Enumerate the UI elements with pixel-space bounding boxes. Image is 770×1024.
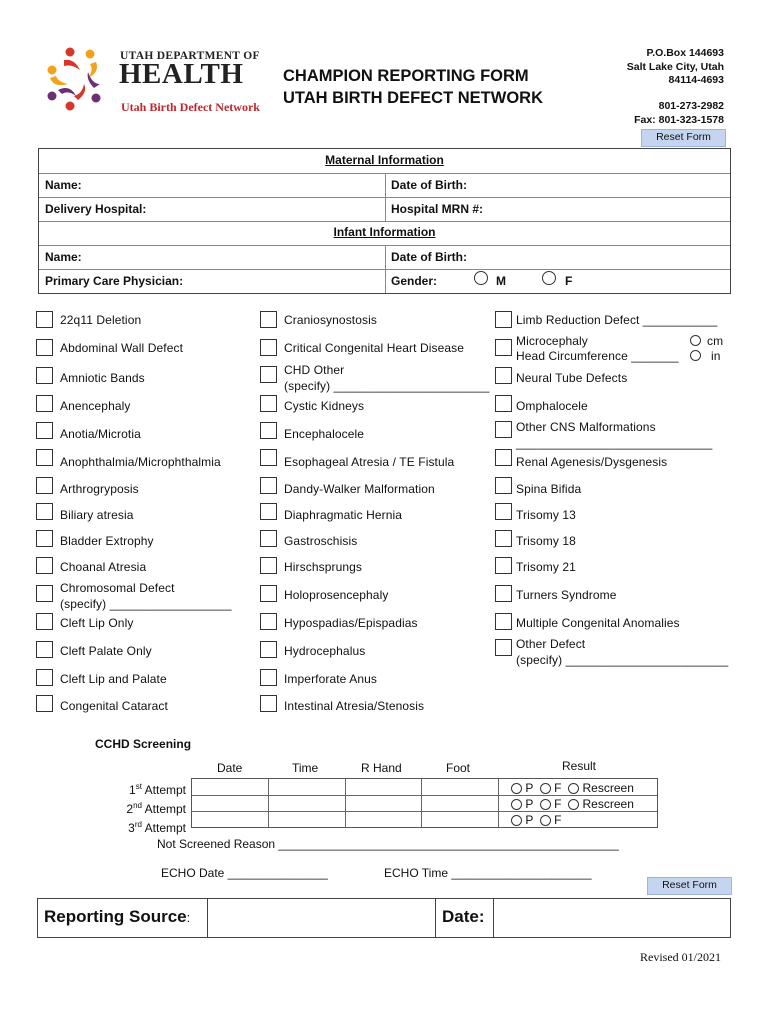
result-row-1: [511, 780, 634, 796]
label-cleft-palate-only: Cleft Palate Only: [60, 644, 152, 658]
checkbox-trisomy-18[interactable]: [495, 530, 512, 547]
attempt-labels: [120, 779, 186, 836]
label-hirschsprungs: Hirschsprungs: [284, 560, 362, 574]
logo-figures-icon: [44, 44, 116, 114]
cchd-heading: CCHD Screening: [95, 737, 192, 751]
gender-female-radio[interactable]: [542, 271, 556, 285]
infant-heading: Infant Information: [333, 225, 436, 239]
checkbox-omphalocele[interactable]: [495, 395, 512, 412]
maternal-heading: Maternal Information: [325, 153, 444, 167]
rescreen-label: Rescreen: [582, 781, 634, 795]
checkbox-cchd[interactable]: [260, 339, 277, 356]
label-other-cns: Other CNS Malformations: [516, 420, 656, 434]
label-trisomy-18: Trisomy 18: [516, 534, 576, 548]
label-abdominal-wall-defect: Abdominal Wall Defect: [60, 341, 184, 355]
label-craniosynostosis: Craniosynostosis: [284, 313, 377, 327]
label-renal-agenesis: Renal Agenesis/Dysgenesis: [516, 455, 668, 469]
label-trisomy-13: Trisomy 13: [516, 508, 576, 522]
contact-numbers: [634, 100, 724, 127]
label-bladder-extrophy: Bladder Extrophy: [60, 534, 154, 548]
cell-date-1[interactable]: [192, 779, 267, 795]
result-f-label: F: [554, 813, 562, 827]
label-encephalocele: Encephalocele: [284, 427, 365, 441]
label-anotia-microtia: Anotia/Microtia: [60, 427, 141, 441]
label-holoprosencephaly: Holoprosencephaly: [284, 588, 389, 602]
cell-time-1[interactable]: [270, 779, 344, 795]
checkbox-intestinal-atresia[interactable]: [260, 695, 277, 712]
maternal-name-label: Name:: [45, 178, 82, 192]
result-3-pass-radio[interactable]: [511, 815, 522, 826]
label-head-circumference: Head Circumference _______: [516, 349, 679, 363]
gender-female-label: F: [565, 274, 573, 288]
checkbox-cleft-lip-palate[interactable]: [36, 669, 53, 686]
echo-date: ECHO Date _______________: [161, 866, 328, 880]
hospital-mrn-label: Hospital MRN #:: [391, 202, 484, 216]
result-p-label: P: [525, 797, 534, 811]
checkbox-other-defect[interactable]: [495, 639, 512, 656]
unit-in-label: in: [711, 349, 721, 363]
result-p-label: P: [525, 781, 534, 795]
checkbox-anotia-microtia[interactable]: [36, 422, 53, 439]
checkbox-encephalocele[interactable]: [260, 422, 277, 439]
checkbox-congenital-cataract[interactable]: [36, 695, 53, 712]
label-biliary-atresia: Biliary atresia: [60, 508, 134, 522]
report-date-field[interactable]: [496, 901, 728, 935]
reporting-source-field[interactable]: [209, 901, 433, 935]
address-line: P.O.Box 144693: [646, 47, 724, 59]
label-dandy-walker: Dandy-Walker Malformation: [284, 482, 435, 496]
health-logo: [44, 44, 116, 114]
gender-label: Gender:: [391, 274, 438, 288]
unit-in-radio[interactable]: [690, 350, 701, 361]
label-imperforate-anus: Imperforate Anus: [284, 672, 377, 686]
checkbox-craniosynostosis[interactable]: [260, 311, 277, 328]
delivery-hospital-label: Delivery Hospital:: [45, 202, 147, 216]
reset-form-button-bottom[interactable]: Reset Form: [647, 877, 732, 895]
checkbox-choanal-atresia[interactable]: [36, 557, 53, 574]
date-label: Date:: [442, 907, 485, 926]
label-congenital-cataract: Congenital Cataract: [60, 699, 168, 713]
col-time-header: Time: [292, 761, 319, 775]
rescreen-label: Rescreen: [582, 797, 634, 811]
label-cystic-kidneys: Cystic Kidneys: [284, 399, 365, 413]
col-result-header: Result: [562, 759, 597, 773]
logo-org-line2: HEALTH: [119, 58, 244, 90]
label-turners-syndrome: Turners Syndrome: [516, 588, 617, 602]
infant-name-label: Name:: [45, 250, 82, 264]
label-cleft-lip-palate: Cleft Lip and Palate: [60, 672, 167, 686]
primary-care-physician-label: Primary Care Physician:: [45, 274, 184, 288]
checkbox-anophthalmia[interactable]: [36, 449, 53, 466]
attempt-3-label: 3rd Attempt: [128, 820, 186, 835]
reporting-source-box: [37, 898, 731, 938]
checkbox-limb-reduction[interactable]: [495, 311, 512, 328]
label-chd-other: CHD Other: [284, 363, 345, 377]
label-choanal-atresia: Choanal Atresia: [60, 560, 147, 574]
checkbox-spina-bifida[interactable]: [495, 477, 512, 494]
col-foot-header: Foot: [446, 761, 471, 775]
logo-org-line3: Utah Birth Defect Network: [121, 100, 260, 114]
result-1-pass-radio[interactable]: [511, 783, 522, 794]
checkbox-chromosomal-defect[interactable]: [36, 585, 53, 602]
label-anophthalmia: Anophthalmia/Microphthalmia: [60, 455, 221, 469]
label-chd-specify: (specify) _______________________: [284, 379, 490, 393]
result-3-fail-radio[interactable]: [540, 815, 551, 826]
result-1-fail-radio[interactable]: [540, 783, 551, 794]
reporting-source-label: Reporting Source:: [44, 907, 191, 926]
infant-dob-label: Date of Birth:: [391, 250, 467, 264]
checkbox-dandy-walker[interactable]: [260, 477, 277, 494]
checkbox-chd-other[interactable]: [260, 366, 277, 383]
checkbox-microcephaly[interactable]: [495, 339, 512, 356]
label-chromosomal-specify: (specify) __________________: [60, 597, 232, 611]
label-diaphragmatic-hernia: Diaphragmatic Hernia: [284, 508, 403, 522]
label-limb-reduction: Limb Reduction Defect ___________: [516, 313, 718, 327]
label-arthrogryposis: Arthrogryposis: [60, 482, 139, 496]
address-line: Salt Lake City, Utah: [626, 60, 724, 73]
result-f-label: F: [554, 797, 562, 811]
revision-note: Revised 01/2021: [640, 950, 721, 964]
checkbox-anencephaly[interactable]: [36, 395, 53, 412]
maternal-dob-label: Date of Birth:: [391, 178, 467, 192]
phone-number: 801-273-2982: [658, 100, 724, 112]
result-1-rescreen-radio[interactable]: [568, 783, 579, 794]
checkbox-trisomy-21[interactable]: [495, 557, 512, 574]
checkbox-hydrocephalus[interactable]: [260, 641, 277, 658]
form-title: CHAMPION REPORTING FORM: [283, 67, 529, 85]
checkbox-neural-tube-defects[interactable]: [495, 367, 512, 384]
checkbox-turners-syndrome[interactable]: [495, 585, 512, 602]
checkbox-22q11-deletion[interactable]: [36, 311, 53, 328]
result-p-label: P: [525, 813, 534, 827]
label-gastroschisis: Gastroschisis: [284, 534, 358, 548]
label-trisomy-21: Trisomy 21: [516, 560, 576, 574]
checkbox-renal-agenesis[interactable]: [495, 449, 512, 466]
label-amniotic-bands: Amniotic Bands: [60, 371, 145, 385]
label-omphalocele: Omphalocele: [516, 399, 588, 413]
result-2-rescreen-radio[interactable]: [568, 799, 579, 810]
label-spina-bifida: Spina Bifida: [516, 482, 582, 496]
result-row-3: [511, 812, 562, 828]
gender-male-radio[interactable]: [474, 271, 488, 285]
label-neural-tube-defects: Neural Tube Defects: [516, 371, 628, 385]
result-2-pass-radio[interactable]: [511, 799, 522, 810]
label-hypospadias: Hypospadias/Epispadias: [284, 616, 418, 630]
checkbox-holoprosencephaly[interactable]: [260, 585, 277, 602]
result-row-2: [511, 796, 634, 812]
label-hydrocephalus: Hydrocephalus: [284, 644, 366, 658]
label-intestinal-atresia: Intestinal Atresia/Stenosis: [284, 699, 425, 713]
checkbox-trisomy-13[interactable]: [495, 503, 512, 520]
label-22q11-deletion: 22q11 Deletion: [60, 313, 142, 327]
checkbox-abdominal-wall-defect[interactable]: [36, 339, 53, 356]
form-subtitle: UTAH BIRTH DEFECT NETWORK: [283, 89, 544, 107]
unit-cm-label: cm: [707, 334, 724, 348]
checkbox-biliary-atresia[interactable]: [36, 503, 53, 520]
checkbox-gastroschisis[interactable]: [260, 530, 277, 547]
reset-form-button-top[interactable]: Reset Form: [641, 129, 726, 147]
label-multiple-anomalies: Multiple Congenital Anomalies: [516, 616, 680, 630]
checkbox-hirschsprungs[interactable]: [260, 557, 277, 574]
info-table: [38, 148, 731, 294]
checkbox-imperforate-anus[interactable]: [260, 669, 277, 686]
checkbox-arthrogryposis[interactable]: [36, 477, 53, 494]
label-other-cns-line: _____________________________: [516, 436, 713, 450]
checkbox-cleft-palate-only[interactable]: [36, 641, 53, 658]
col-date-header: Date: [217, 761, 243, 775]
fax-number: Fax: 801-323-1578: [634, 113, 724, 126]
result-2-fail-radio[interactable]: [540, 799, 551, 810]
checkbox-cleft-lip-only[interactable]: [36, 613, 53, 630]
label-other-defect-specify: (specify) ________________________: [516, 653, 729, 667]
echo-time: ECHO Time _____________________: [384, 866, 592, 880]
label-cchd: Critical Congenital Heart Disease: [284, 341, 465, 355]
gender-male-label: M: [496, 274, 506, 288]
checkbox-diaphragmatic-hernia[interactable]: [260, 503, 277, 520]
address-line: 84114-4693: [668, 74, 724, 86]
attempt-1-label: 1st Attempt: [129, 782, 186, 797]
label-microcephaly: Microcephaly: [516, 334, 588, 348]
label-chromosomal-defect: Chromosomal Defect: [60, 581, 175, 595]
unit-cm-radio[interactable]: [690, 335, 701, 346]
label-esophageal-atresia: Esophageal Atresia / TE Fistula: [284, 455, 455, 469]
result-f-label: F: [554, 781, 562, 795]
label-other-defect: Other Defect: [516, 637, 586, 651]
checkbox-multiple-anomalies[interactable]: [495, 613, 512, 630]
col-rhand-header: R Hand: [361, 761, 402, 775]
checkbox-bladder-extrophy[interactable]: [36, 530, 53, 547]
checkbox-hypospadias[interactable]: [260, 613, 277, 630]
checkbox-cystic-kidneys[interactable]: [260, 395, 277, 412]
logo-org-line1: UTAH DEPARTMENT OF: [120, 50, 260, 62]
not-screened-reason: Not Screened Reason ___________________________________________________: [157, 837, 619, 851]
checkbox-esophageal-atresia[interactable]: [260, 449, 277, 466]
label-cleft-lip-only: Cleft Lip Only: [60, 616, 134, 630]
checkbox-amniotic-bands[interactable]: [36, 367, 53, 384]
attempt-2-label: 2nd Attempt: [126, 801, 186, 816]
checkbox-other-cns[interactable]: [495, 421, 512, 438]
mailing-address: [627, 47, 724, 88]
label-anencephaly: Anencephaly: [60, 399, 131, 413]
